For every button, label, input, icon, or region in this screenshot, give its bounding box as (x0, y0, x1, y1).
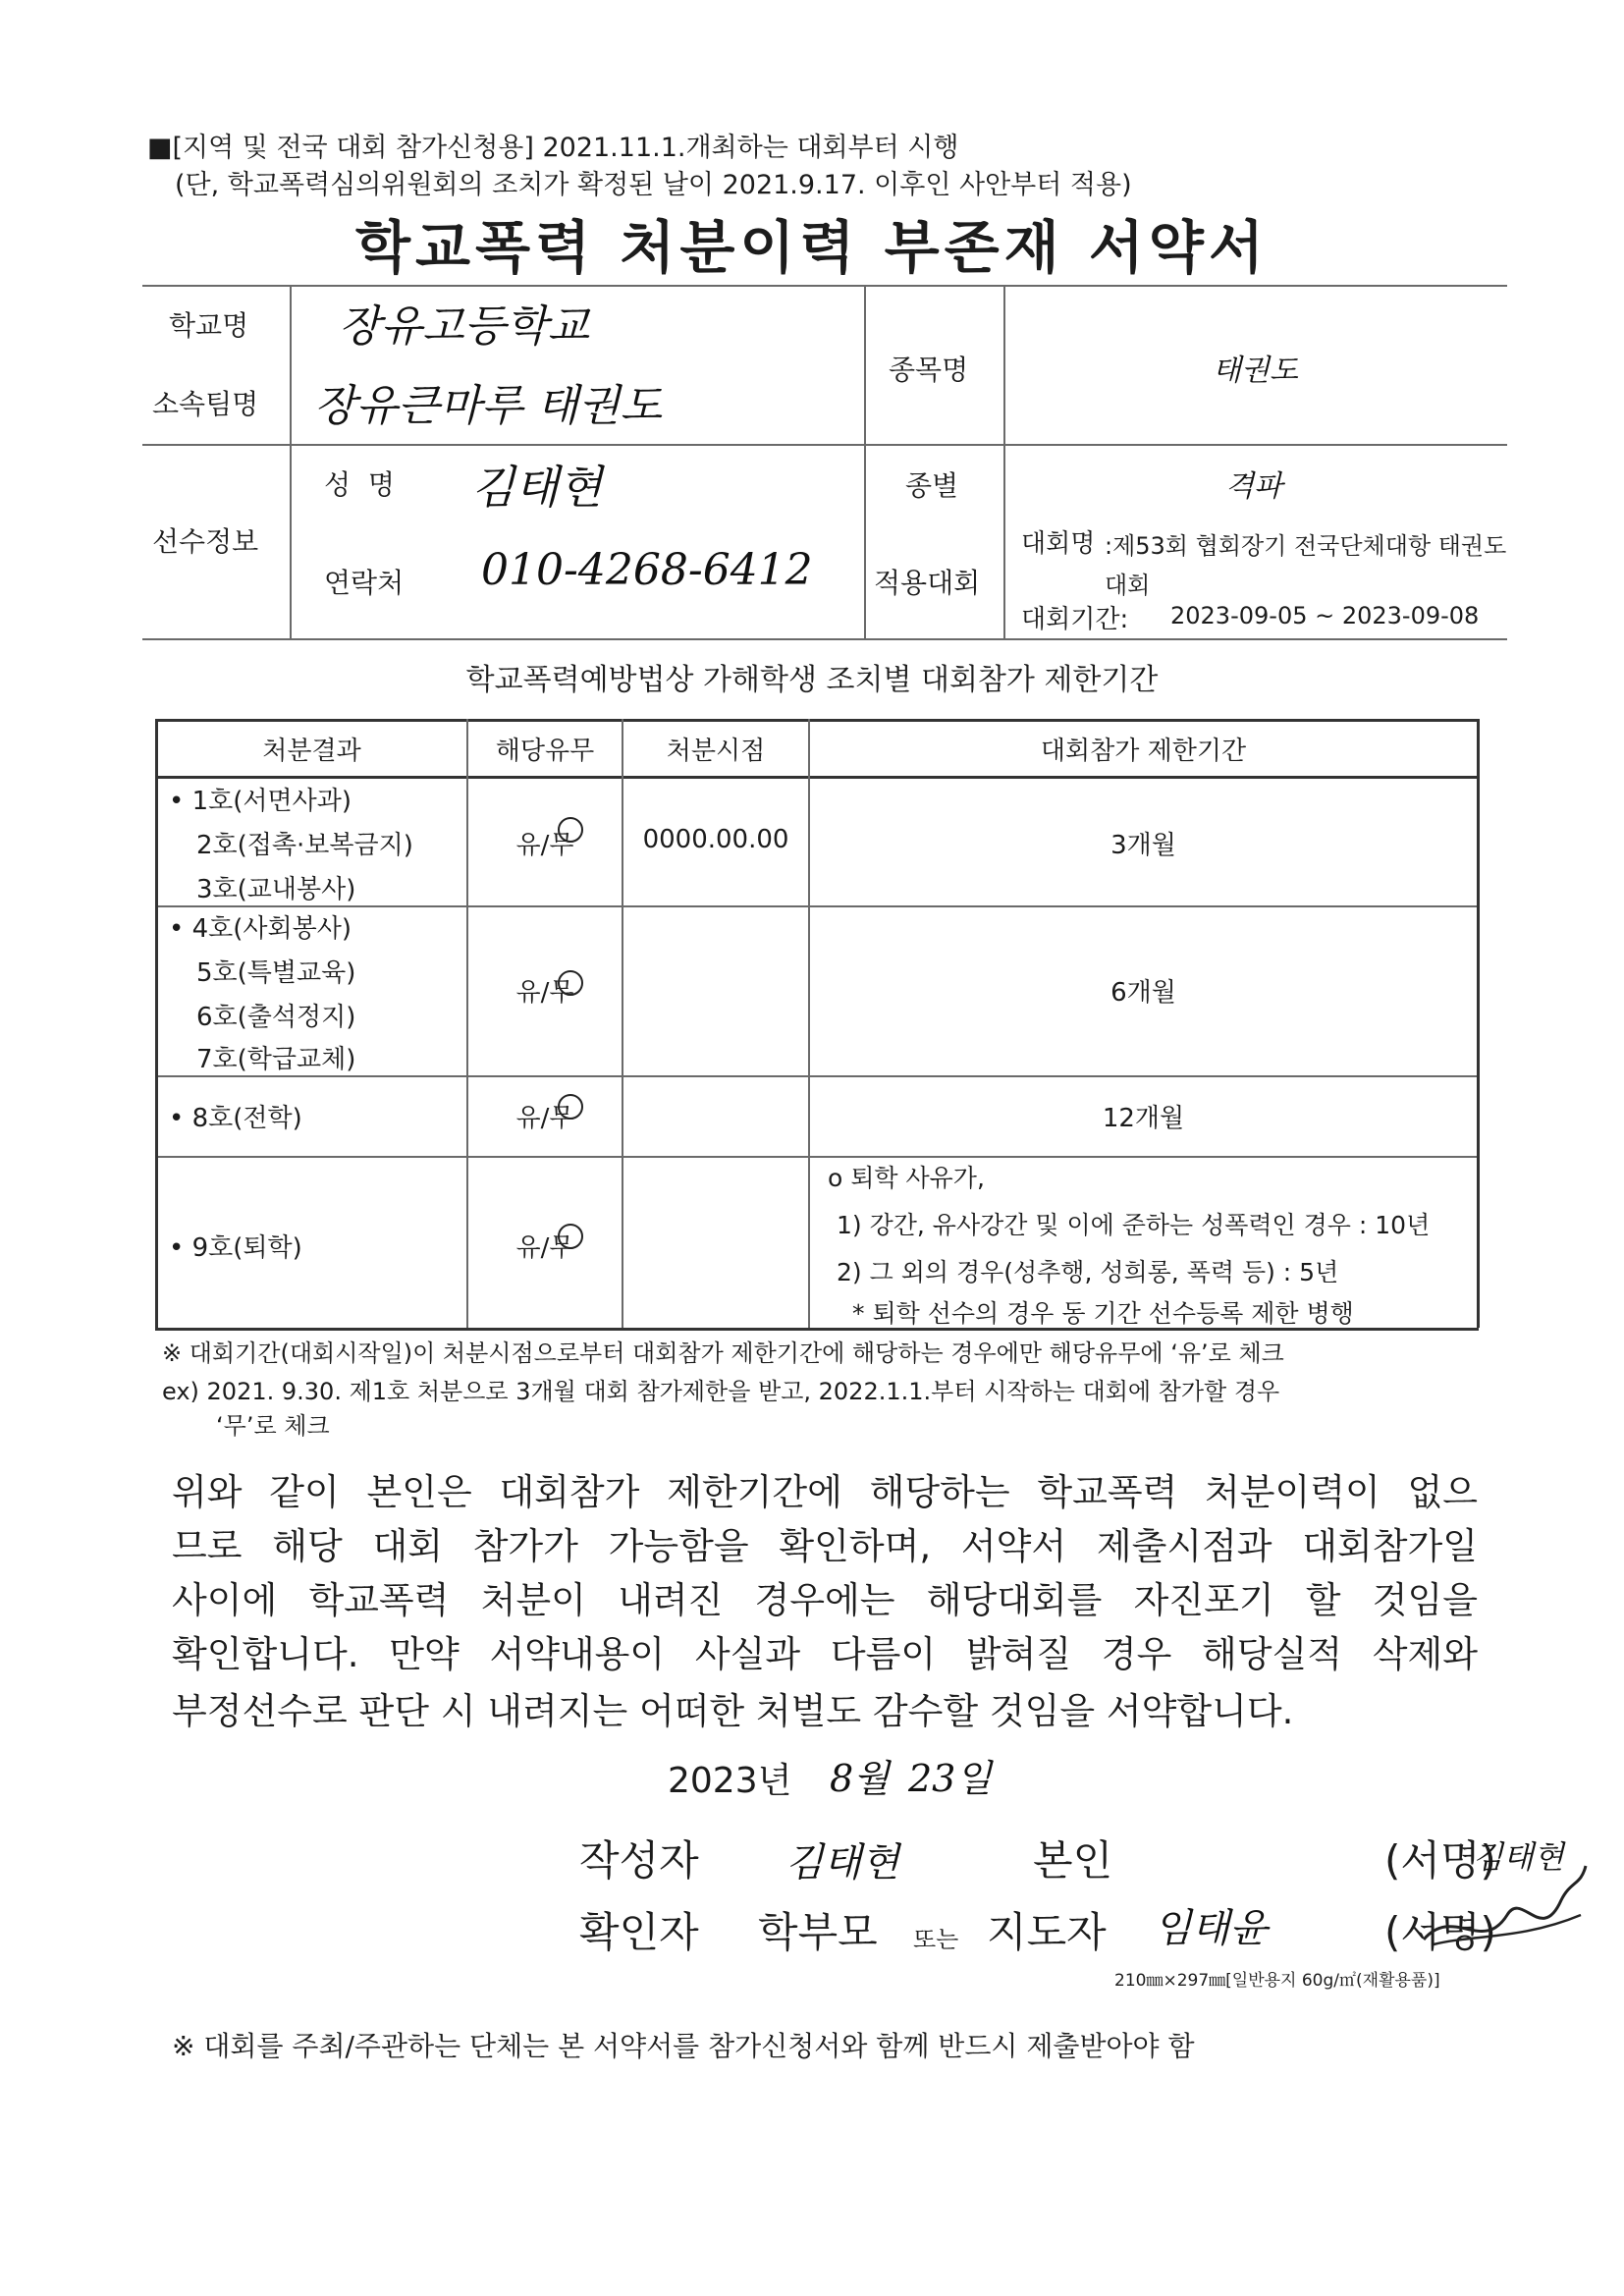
self-label: 본인 (1033, 1836, 1113, 1885)
row1-item-2: 2호(접촉·보복금지) (196, 831, 413, 860)
header-restriction-period: 대회참가 제한기간 (1040, 737, 1247, 766)
competition-period-label: 대회기간: (1021, 605, 1129, 634)
row3-check-circle (558, 1094, 583, 1120)
coach-label: 지도자 (987, 1908, 1107, 1956)
row1-period: 3개월 (1110, 831, 1176, 860)
header-applicable: 해당유무 (495, 737, 595, 766)
team-value: 장유큰마루 태권도 (314, 381, 663, 431)
header-disposition-date: 처분시점 (666, 737, 766, 766)
row4-period-line-3: 2) 그 외의 경우(성추행, 성희롱, 폭력 등) : 5년 (837, 1258, 1339, 1286)
signature-scribble-icon (1414, 1846, 1591, 1964)
date-year: 2023년 (668, 1761, 792, 1801)
name-label: 성 명 (324, 468, 395, 501)
table-row-3-border (155, 1156, 1479, 1158)
event-label: 종목명 (889, 354, 969, 386)
competition-name-label: 대회명 (1021, 529, 1096, 559)
row2-check-circle (558, 970, 583, 996)
info-mid-border (142, 444, 1507, 446)
table-row-1-border (155, 905, 1479, 907)
confirmer-label: 확인자 (579, 1908, 699, 1956)
table-col-divider-3 (808, 719, 810, 1328)
sign-label: (서명) (1384, 1836, 1496, 1885)
team-label: 소속팀명 (152, 388, 259, 420)
row4-applicable: 유/무 (515, 1233, 574, 1263)
row4-period-line-4: * 퇴학 선수의 경우 동 기간 선수등록 제한 병행 (852, 1299, 1354, 1328)
type-label: 종별 (905, 469, 959, 502)
row3-period: 12개월 (1102, 1104, 1185, 1133)
parent-label: 학부모 (758, 1908, 878, 1956)
row1-date: 0000.00.00 (642, 825, 789, 854)
pledge-line-5: 부정선수로 판단 시 내려지는 어떠한 처벌도 감수할 것임을 서약합니다. (172, 1690, 1294, 1732)
info-divider-2 (864, 285, 866, 638)
paper-spec: 210㎜×297㎜[일반용지 60g/㎡(재활용품)] (1114, 1971, 1440, 1991)
player-info-label: 선수정보 (152, 525, 259, 558)
bottom-note: ※ 대회를 주최/주관하는 단체는 본 서약서를 참가신청서와 함께 반드시 제출받아야 함 (172, 2030, 1195, 2062)
row4-period-line-1: o 퇴학 사유가, (828, 1164, 985, 1192)
footnote-3: ‘무’로 체크 (216, 1412, 330, 1440)
info-bottom-border (142, 638, 1507, 640)
row3-item-1: • 8호(전학) (169, 1104, 302, 1133)
row1-check-circle (558, 817, 583, 843)
pledge-line-4: 확인합니다. 만약 서약내용이 사실과 다름이 밝혀질 경우 해당실적 삭제와 (172, 1633, 1478, 1675)
row2-period: 6개월 (1110, 978, 1176, 1008)
or-label: 또는 (913, 1926, 959, 1953)
row4-item-1: • 9호(퇴학) (169, 1233, 302, 1263)
event-value: 태권도 (1213, 354, 1298, 388)
row2-item-1: • 4호(사회봉사) (169, 914, 352, 944)
info-top-border (142, 285, 1507, 287)
table-row-2-border (155, 1075, 1479, 1077)
row1-item-1: • 1호(서면사과) (169, 787, 352, 816)
footnote-2: ex) 2021. 9.30. 제1호 처분으로 3개월 대회 참가제한을 받고, 2022.1.1.부터 시작하는 대회에 참가할 경우 (162, 1378, 1280, 1405)
writer-name: 김태현 (785, 1840, 899, 1886)
signature-mark: 김태현 (1473, 1838, 1564, 1876)
row4-period-line-2: 1) 강간, 유사강간 및 이에 준하는 성폭력인 경우 : 10년 (837, 1211, 1431, 1239)
contact-value: 010-4268-6412 (481, 545, 813, 595)
writer-label: 작성자 (579, 1836, 699, 1885)
applied-competition-label: 적용대회 (874, 567, 981, 599)
info-divider-1 (290, 285, 292, 638)
pledge-line-2: 므로 해당 대회 참가가 가능함을 확인하며, 서약서 제출시점과 대회참가일 (172, 1525, 1478, 1567)
row4-check-circle (558, 1224, 583, 1249)
name-value: 김태현 (471, 461, 603, 514)
row3-applicable: 유/무 (515, 1104, 574, 1133)
row2-item-2: 5호(특별교육) (196, 958, 356, 988)
school-label: 학교명 (169, 309, 249, 342)
row2-applicable: 유/무 (515, 978, 574, 1008)
header-note-line-2: (단, 학교폭력심의위원회의 조치가 확정된 날이 2021.9.17. 이후인 사안부터 적용) (175, 170, 1132, 200)
row2-item-3: 6호(출석정지) (196, 1003, 356, 1032)
header-note-line-1: ■[지역 및 전국 대회 참가신청용] 2021.11.1.개최하는 대회부터 시행 (147, 133, 959, 163)
info-divider-3 (1003, 285, 1005, 638)
row1-item-3: 3호(교내봉사) (196, 875, 356, 904)
school-value: 장유고등학교 (339, 301, 590, 352)
pledge-line-3: 사이에 학교폭력 처분이 내려진 경우에는 해당대회를 자진포기 할 것임을 (172, 1579, 1478, 1621)
table-left-border (155, 719, 158, 1328)
table-right-border (1477, 719, 1480, 1328)
coach-name: 임태윤 (1154, 1906, 1268, 1951)
table-top-border (155, 719, 1479, 722)
row1-applicable: 유/무 (515, 831, 574, 860)
date-day: 23일 (908, 1757, 993, 1800)
sign-label-2: (서명) (1384, 1908, 1496, 1956)
contact-label: 연락처 (324, 567, 405, 599)
competition-name-value: :제53회 협회장기 전국단체대항 태권도대회 (1105, 532, 1507, 599)
header-disposition: 처분결과 (262, 737, 361, 766)
restriction-subtitle: 학교폭력예방법상 가해학생 조치별 대회참가 제한기간 (465, 663, 1159, 697)
date-month: 8월 (830, 1757, 890, 1800)
footnote-1: ※ 대회기간(대회시작일)이 처분시점으로부터 대회참가 제한기간에 해당하는 경우에만 해당유무에 ‘유’로 체크 (162, 1339, 1284, 1367)
pledge-line-1: 위와 같이 본인은 대회참가 제한기간에 해당하는 학교폭력 처분이력이 없으 (172, 1471, 1478, 1513)
table-col-divider-2 (622, 719, 623, 1328)
row2-item-4: 7호(학급교체) (196, 1045, 356, 1074)
table-header-border (155, 776, 1479, 779)
document-title: 학교폭력 처분이력 부존재 서약서 (355, 214, 1269, 281)
competition-period-value: 2023-09-05 ~ 2023-09-08 (1170, 602, 1480, 629)
type-value: 격파 (1225, 469, 1282, 504)
